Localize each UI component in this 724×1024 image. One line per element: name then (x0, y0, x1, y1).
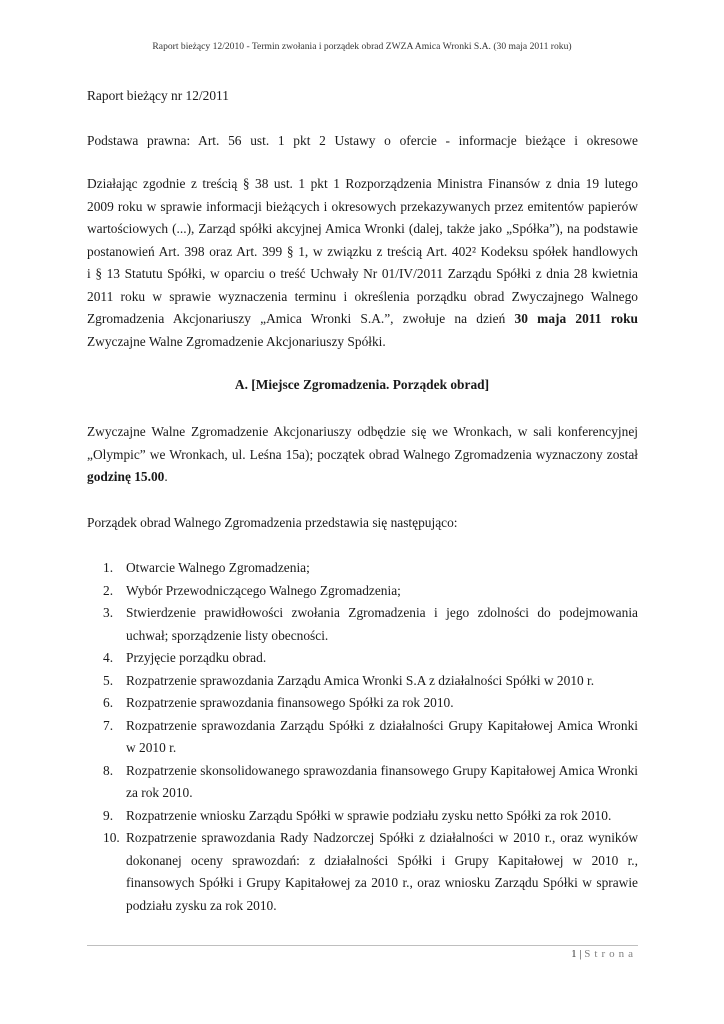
legal-basis-text: Podstawa prawna: Art. 56 ust. 1 pkt 2 Ustawy o ofercie - informacje bieżące i okresowe (87, 133, 638, 148)
agenda-item-text: podziału zysku za rok 2010. (126, 897, 277, 913)
agenda-item (87, 557, 638, 580)
page-number: 1 (571, 948, 577, 960)
section-a-title: A. [Miejsce Zgromadzenia. Porządek obrad] (234, 377, 490, 392)
report-title: Raport bieżący nr 12/2011 (87, 88, 229, 103)
intro-line: 2009 roku w sprawie informacji bieżących i okresowych przekazywanych przez emitentów papierów (87, 198, 638, 214)
agenda-item-text: Przyjęcie porządku obrad. (126, 650, 267, 665)
agenda-item (87, 602, 638, 647)
agenda-item-text: Rozpatrzenie sprawozdania Rady Nadzorczej Spółki z działalności w 2010 r., oraz wyników (126, 830, 638, 845)
intro-line: Zwyczajne Walne Zgromadzenie Akcjonariuszy Spółki. (87, 333, 386, 349)
agenda-item-number: 3. (103, 605, 114, 620)
intro-line: Działając zgodnie z treścią § 38 ust. 1 pkt 1 Rozporządzenia Ministra Finansów z dnia 19 lutego (87, 176, 638, 191)
intro-line: i § 13 Statutu Spółki, w oparciu o treść Uchwały Nr 01/IV/2011 Zarządu Spółki z dnia 28 kwietnia (87, 266, 638, 281)
page-header: Raport bieżący 12/2010 - Termin zwołania i porządek obrad ZWZA Amica Wronki S.A. (30 maja 2011 roku) (152, 41, 572, 52)
agenda-item-number: 7. (103, 717, 114, 733)
intro-paragraph (87, 173, 638, 353)
agenda-item-number: 1. (103, 560, 114, 575)
agenda-item-text: finansowych Spółki i Grupy Kapitałowej za 2010 r., oraz wniosku Zarządu Spółki w sprawie (126, 875, 638, 890)
agenda-item-number: 9. (103, 807, 114, 823)
place-time-line: godzinę 15.00. (87, 469, 168, 484)
agenda-item-number: 2. (103, 582, 114, 598)
agenda-item-number: 10. (103, 830, 120, 845)
agenda-item (87, 647, 638, 670)
agenda-item-number: 5. (103, 672, 114, 688)
agenda-item (87, 715, 638, 760)
agenda-item-number: 6. (103, 695, 114, 710)
agenda-item (87, 760, 638, 805)
intro-line: 2011 roku w sprawie wyznaczenia terminu i określenia porządku obrad Zwyczajnego Walnego (87, 288, 638, 304)
agenda-item-text: Otwarcie Walnego Zgromadzenia; (126, 560, 310, 575)
legal-basis (87, 130, 638, 153)
page-label: Strona (584, 948, 637, 960)
intro-line-date (87, 308, 638, 331)
agenda-item-text: za rok 2010. (126, 785, 193, 800)
footer-separator: | (579, 948, 582, 960)
agenda-item (87, 670, 638, 693)
agenda-item-text: dokonanej oceny sprawozdań: z działalności Spółki i Grupy Kapitałowej w 2010 r., (126, 852, 638, 868)
agenda-item-number: 8. (103, 762, 114, 778)
intro-line7-prefix: Zgromadzenia Akcjonariuszy „Amica Wronki S.A.”, zwołuje na dzień (87, 311, 515, 326)
intro-line: wartościowych (...), Zarząd spółki akcyjnej Amica Wronki (dalej, także jako „Spółka”), na podstawie (87, 221, 638, 236)
agenda-item-text: Rozpatrzenie sprawozdania Zarządu Amica Wronki S.A z działalności Spółki w 2010 r. (126, 672, 595, 688)
agenda-item (87, 580, 638, 603)
agenda-item-text: Stwierdzenie prawidłowości zwołania Zgromadzenia i jego zdolności do podejmowania (126, 605, 638, 620)
agenda-item-text: uchwał; sporządzenie listy obecności. (126, 627, 329, 643)
agenda-item-text: Rozpatrzenie skonsolidowanego sprawozdania finansowego Grupy Kapitałowej Amica Wronki (126, 762, 638, 778)
agenda-item-text: Rozpatrzenie wniosku Zarządu Spółki w sprawie podziału zysku netto Spółki za rok 2010. (126, 807, 612, 823)
agenda-intro: Porządek obrad Walnego Zgromadzenia przedstawia się następująco: (87, 515, 458, 530)
agenda-item-text: Rozpatrzenie sprawozdania finansowego Spółki za rok 2010. (126, 695, 454, 710)
agenda-list (87, 557, 638, 917)
footer-divider (87, 945, 638, 946)
agenda-item-text: Wybór Przewodniczącego Walnego Zgromadzenia; (126, 582, 401, 598)
agenda-item-text: w 2010 r. (126, 740, 177, 755)
agenda-item (87, 827, 638, 917)
agenda-item-text: Rozpatrzenie sprawozdania Zarządu Spółki z działalności Grupy Kapitałowej Amica Wronki (126, 717, 638, 733)
meeting-date: 30 maja 2011 roku (514, 311, 638, 326)
intro-line: postanowień Art. 398 oraz Art. 399 § 1, w związku z treścią Art. 402² Kodeksu spółek handlowych (87, 243, 638, 259)
meeting-time: godzinę 15.00 (87, 469, 165, 484)
agenda-item (87, 805, 638, 828)
place-paragraph (87, 421, 638, 489)
place-line: Zwyczajne Walne Zgromadzenie Akcjonariuszy odbędzie się we Wronkach, w sali konferencyjnej (87, 424, 638, 439)
place-line: „Olympic” we Wronkach, ul. Leśna 15a); początek obrad Walnego Zgromadzenia wyznaczony został (87, 446, 638, 462)
page-footer (571, 948, 637, 960)
agenda-items (87, 557, 638, 917)
agenda-item-number: 4. (103, 650, 114, 665)
agenda-item (87, 692, 638, 715)
